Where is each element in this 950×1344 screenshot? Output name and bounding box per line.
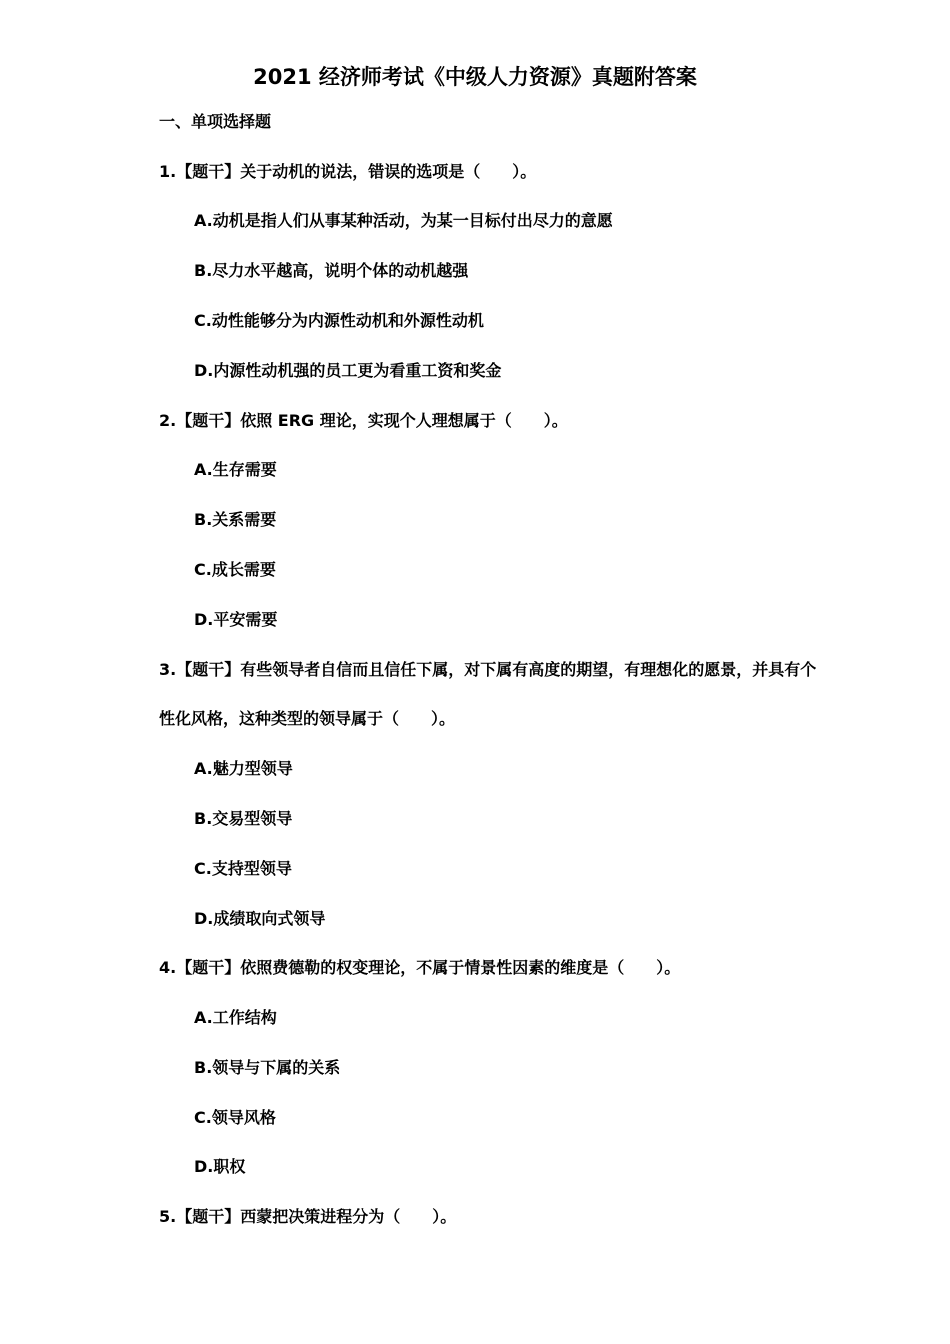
question-2-option-c: C.成长需要	[194, 560, 276, 579]
question-1-stem: 1.【题干】关于动机的说法，错误的选项是（ ）。	[159, 162, 537, 181]
question-3-stem-line-1: 3.【题干】有些领导者自信而且信任下属，对下属有高度的期望，有理想化的愿景，并具有个	[159, 660, 817, 679]
question-4-option-c: C.领导风格	[194, 1108, 276, 1127]
question-3-stem-line-2: 性化风格，这种类型的领导属于（ ）。	[159, 709, 456, 728]
question-4-stem: 4.【题干】依照费德勒的权变理论，不属于情景性因素的维度是（ ）。	[159, 958, 681, 977]
question-1-option-a: A.动机是指人们从事某种活动，为某一目标付出尽力的意愿	[194, 211, 613, 230]
question-2-option-a: A.生存需要	[194, 460, 277, 479]
section-heading: 一、单项选择题	[159, 112, 272, 131]
question-2-option-b: B.关系需要	[194, 510, 277, 529]
question-1-option-c: C.动性能够分为内源性动机和外源性动机	[194, 311, 484, 330]
question-3-option-b: B.交易型领导	[194, 809, 293, 828]
question-1-option-b: B.尽力水平越高，说明个体的动机越强	[194, 261, 469, 280]
question-1-option-d: D.内源性动机强的员工更为看重工资和奖金	[194, 361, 502, 380]
question-3-option-d: D.成绩取向式领导	[194, 909, 326, 928]
question-2-stem: 2.【题干】依照 ERG 理论，实现个人理想属于（ ）。	[159, 411, 568, 430]
question-4-option-a: A.工作结构	[194, 1008, 277, 1027]
question-3-option-a: A.魅力型领导	[194, 759, 293, 778]
question-4-option-b: B.领导与下属的关系	[194, 1058, 341, 1077]
question-4-option-d: D.职权	[194, 1157, 246, 1176]
question-5-stem: 5.【题干】西蒙把决策进程分为（ ）。	[159, 1207, 457, 1226]
question-3-option-c: C.支持型领导	[194, 859, 292, 878]
document-title: 2021 经济师考试《中级人力资源》真题附答案	[253, 65, 697, 89]
question-2-option-d: D.平安需要	[194, 610, 278, 629]
